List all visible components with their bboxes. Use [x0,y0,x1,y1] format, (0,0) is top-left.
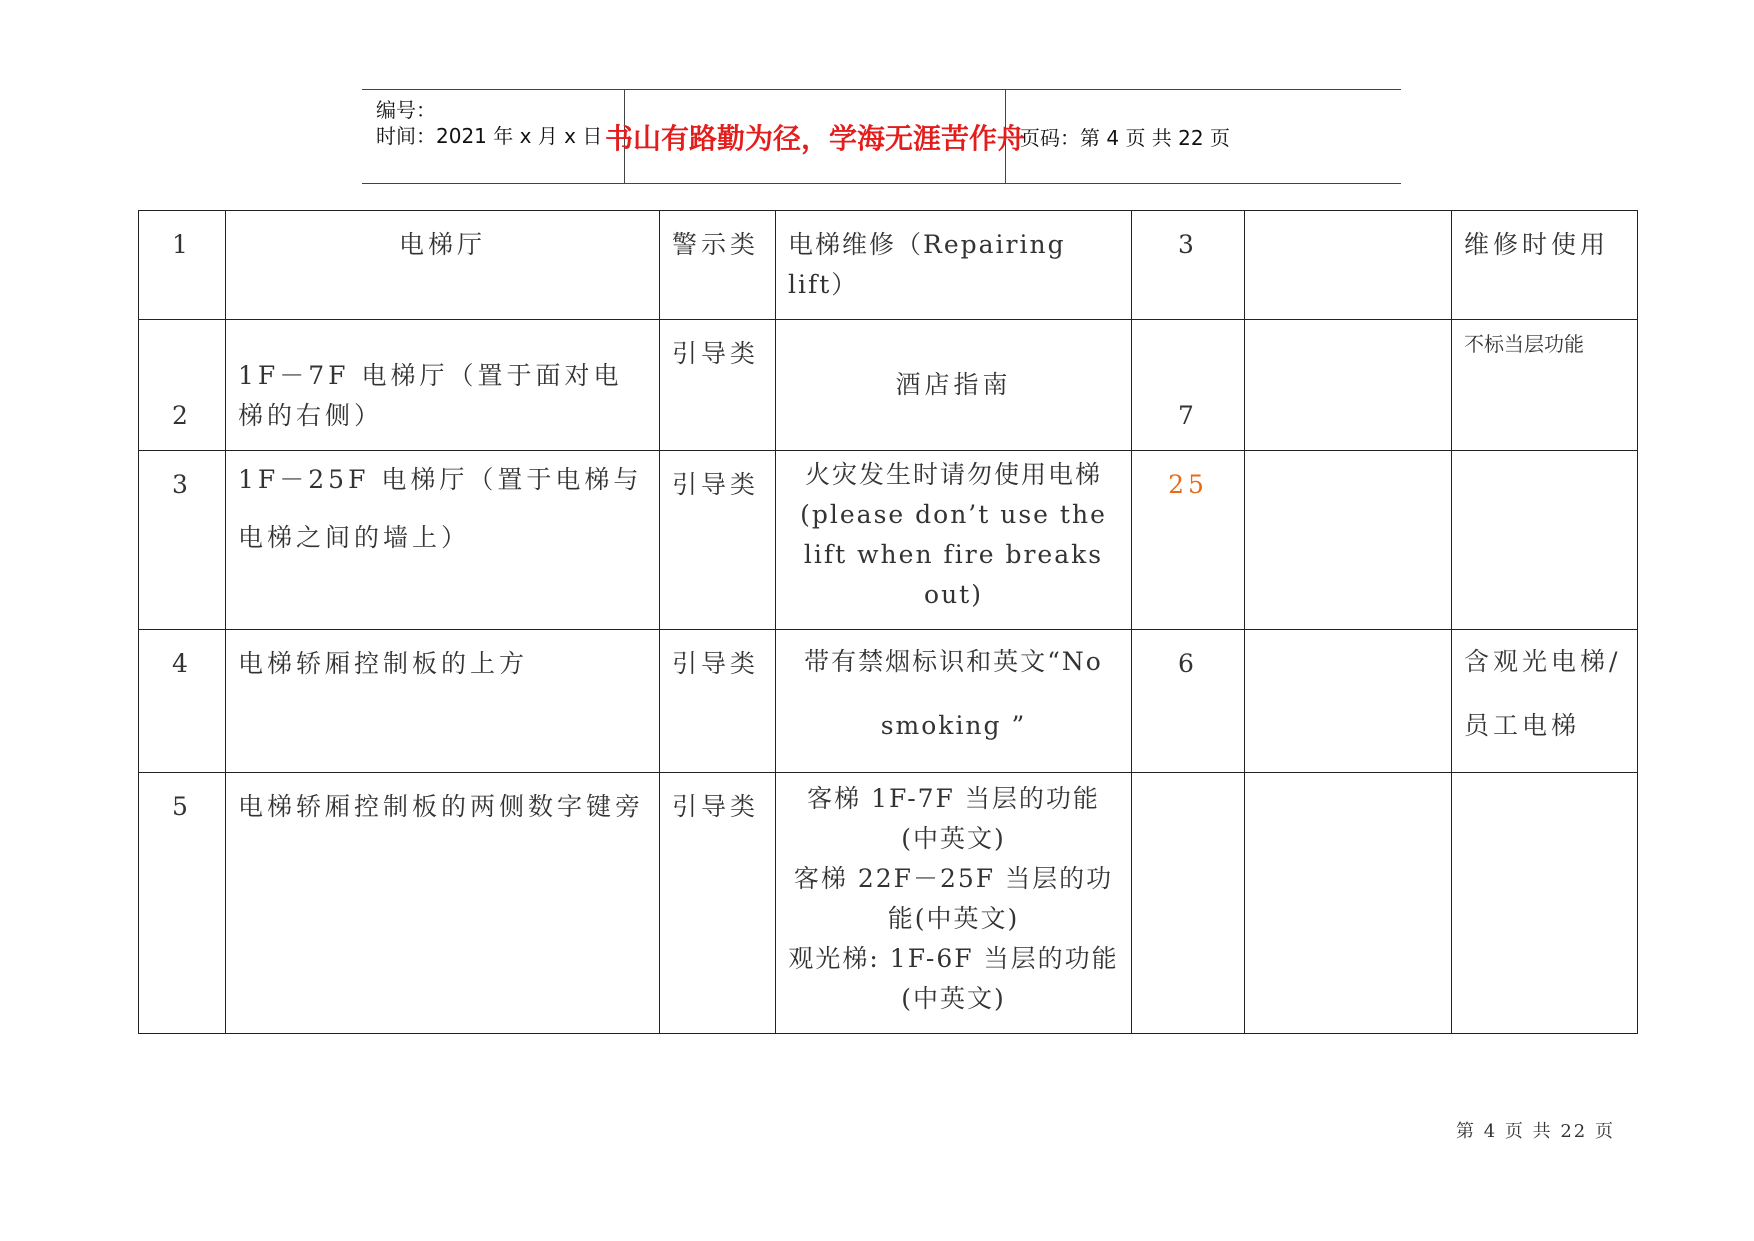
remark-cell [1452,773,1638,1034]
location-cell: 电梯轿厢控制板的上方 [226,630,660,773]
category-cell: 引导类 [660,630,776,773]
row-number: 1 [139,211,226,320]
row-number: 4 [139,630,226,773]
category-cell: 引导类 [660,451,776,630]
row-number: 5 [139,773,226,1034]
table-row [139,211,1638,320]
location-cell: 电梯轿厢控制板的两侧数字键旁 [226,773,660,1034]
header-meta-cell [362,90,625,183]
content-cell: 带有禁烟标识和英文“No smoking ” [776,630,1132,773]
category-cell: 引导类 [660,320,776,451]
location-cell: 电梯厅 [226,211,660,320]
quantity-cell: 7 [1132,320,1245,451]
content-cell: 酒店指南 [776,320,1132,451]
document-number-label: 编号： [376,98,436,122]
quantity-cell: 25 [1132,451,1245,630]
table-row [139,773,1638,1034]
table-row [139,320,1638,451]
content-cell: 火灾发生时请勿使用电梯(please don’t use the lift when fire breaks out) [776,451,1132,630]
remark-cell: 不标当层功能 [1452,320,1638,451]
quantity-cell: 6 [1132,630,1245,773]
table-row [139,451,1638,630]
blank-cell [1245,630,1452,773]
location-cell: 1F－25F 电梯厅（置于电梯与电梯之间的墙上） [226,451,660,630]
category-cell: 警示类 [660,211,776,320]
signage-table [138,210,1638,1034]
location-cell: 1F－7F 电梯厅（置于面对电梯的右侧） [226,320,660,451]
row-number: 3 [139,451,226,630]
header-page-cell [1006,90,1401,183]
category-cell: 引导类 [660,773,776,1034]
remark-cell: 含观光电梯/员工电梯 [1452,630,1638,773]
blank-cell [1245,211,1452,320]
remark-cell: 维修时使用 [1452,211,1638,320]
row-number: 2 [139,320,226,451]
header-motto-cell [605,90,1026,183]
document-date-label: 时间：2021 年 x 月 x 日 [376,124,603,148]
remark-cell [1452,451,1638,630]
document-header [362,89,1401,184]
table-row [139,630,1638,773]
blank-cell [1245,451,1452,630]
header-motto: 书山有路勤为径，学海无涯苦作舟 [605,121,1026,155]
content-line: 客梯 1F-7F 当层的功能(中英文) [807,784,1100,853]
content-cell: 电梯维修（Repairing lift） [776,211,1132,320]
content-line: 客梯 22F－25F 当层的功能(中英文) [793,864,1114,933]
content-line: 观光梯: 1F-6F 当层的功能(中英文) [788,944,1119,1013]
blank-cell [1245,773,1452,1034]
header-page-label: 页码：第 4 页 共 22 页 [1020,126,1230,150]
content-cell [776,773,1132,1034]
blank-cell [1245,320,1452,451]
quantity-cell: 3 [1132,211,1245,320]
quantity-cell [1132,773,1245,1034]
page-footer: 第 4 页 共 22 页 [1456,1121,1615,1142]
